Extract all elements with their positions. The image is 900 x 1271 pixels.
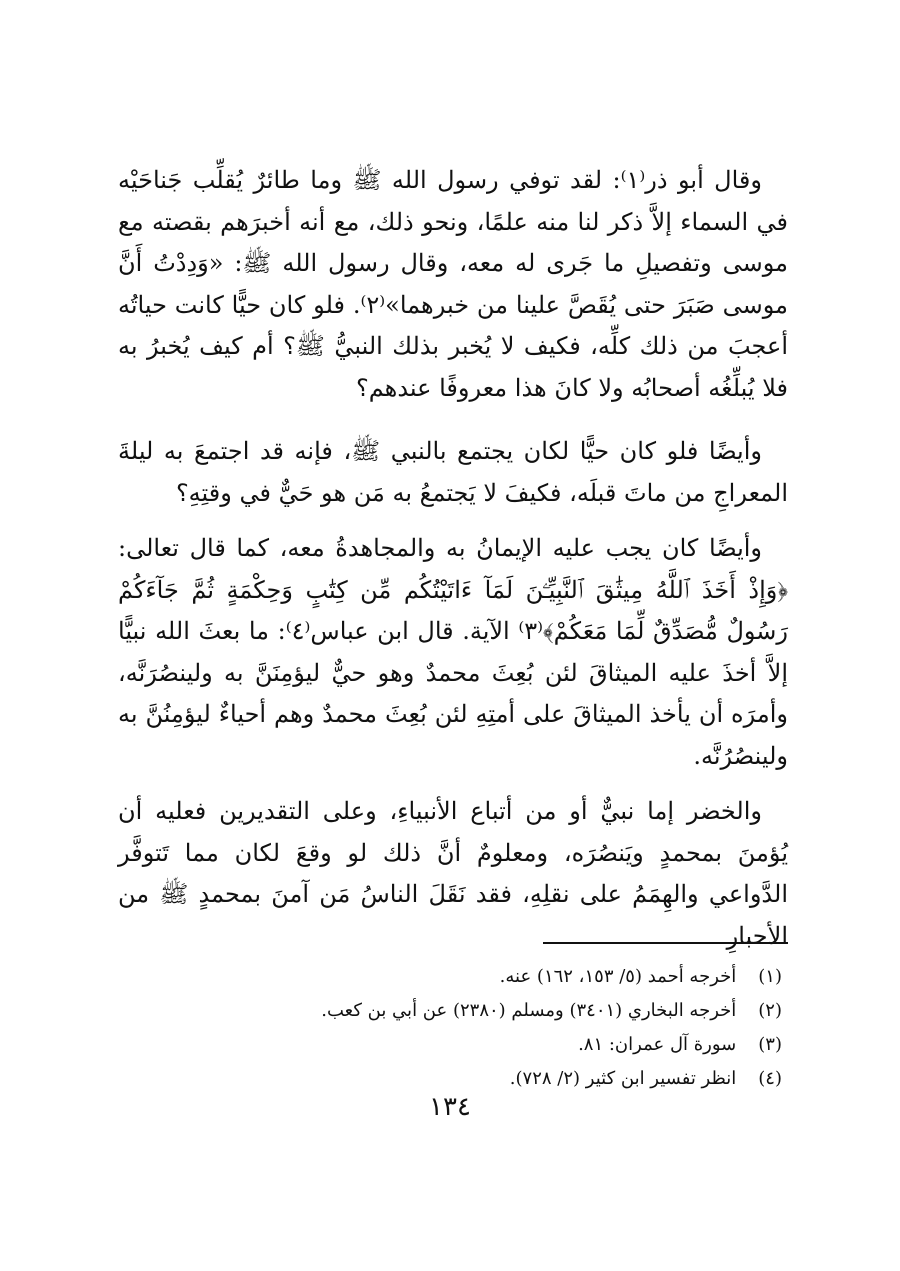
footnotes [112,960,782,1096]
page-number: ١٣٤ [429,1092,471,1122]
paragraph-3: وأيضًا كان يجب عليه الإيمانُ به والمجاهدةُ معه، كما قال تعالى: ﴿وَإِذْ أَخَذَ ٱللَّهُ مِيثَٰقَ ٱلنَّبِيِّـۧنَ لَمَآ ءَاتَيْتُكُم مِّن كِتَٰبٍ وَحِكْمَةٍ ثُمَّ جَآءَكُمْ رَسُولٌ مُّصَدِّقٌ لِّمَا مَعَكُمْ﴾⁽٣⁾ الآية. قال ابن عباس⁽٤⁾: ما بعثَ الله نبيًّا إلاَّ أخذَ عليه الميثاقَ لئن بُعِثَ محمدٌ وهو حيٌّ ليؤمِنَنَّ به ولينصُرَنَّه، وأمرَه أن يأخذ الميثاقَ على أمتِهِ لئن بُعِثَ محمدٌ وهم أحياءٌ ليؤمِنُنَّ به ولينصُرُنَّه. [118,534,788,770]
paragraph-4: والخضر إما نبيٌّ أو من أتباع الأنبياءِ، وعلى التقديرين فعليه أن يُؤمنَ بمحمدٍ ويَنصُرَه، ومعلومٌ أنَّ ذلك لو وقعَ لكان مما تَتوفَّر الدَّواعي والهِمَمُ على نقلِهِ، فقد نَقَلَ الناسُ مَن آمنَ بمحمدٍ ﷺ من الأحبارِ [118,797,788,950]
footnote-number: (١) [758,966,782,987]
footnote-4 [112,1062,782,1096]
paragraph-1: وقال أبو ذر⁽١⁾: لقد توفي رسول الله ﷺ وما طائرٌ يُقلِّب جَناحَيْه في السماء إلاَّ ذكر لنا منه علمًا، ونحو ذلك، مع أنه أخبرَهم بقصته مع موسى وتفصيلِ ما جَرى له معه، وقال رسول الله ﷺ: «وَدِدْتُ أَنَّ موسى صَبَرَ حتى يُقَصَّ علينا من خبرهما»⁽٢⁾. فلو كان حيًّا كانت حياتُه أعجبَ من ذلك كلِّه، فكيف لا يُخبر بذلك النبيُّ ﷺ؟ أم كيف يُخبرُ به فلا يُبلِّغُه أصحابُه ولا كانَ هذا معروفًا عندهم؟ [118,166,788,402]
footnote-divider [543,942,788,944]
footnote-text: أخرجه البخاري (٣٤٠١) ومسلم (٢٣٨٠) عن أبي بن كعب. [321,1000,737,1021]
footnote-text: سورة آل عمران: ٨١. [578,1034,737,1055]
footnote-number: (٤) [758,1068,782,1089]
footnote-text: أخرجه أحمد (٥/ ١٥٣، ١٦٢) عنه. [499,966,737,987]
main-text [118,160,788,971]
footnote-2 [112,994,782,1028]
footnote-3 [112,1028,782,1062]
paragraph-2: وأيضًا فلو كان حيًّا لكان يجتمع بالنبي ﷺ، فإنه قد اجتمعَ به ليلةَ المعراجِ من ماتَ قبلَه، فكيفَ لا يَجتمعُ به مَن هو حَيٌّ في وقتِهِ؟ [118,437,788,507]
footnote-number: (٢) [758,1000,782,1021]
footnote-1 [112,960,782,994]
footnote-number: (٣) [758,1034,782,1055]
footnote-text: انظر تفسير ابن كثير (٢/ ٧٢٨). [509,1068,737,1089]
